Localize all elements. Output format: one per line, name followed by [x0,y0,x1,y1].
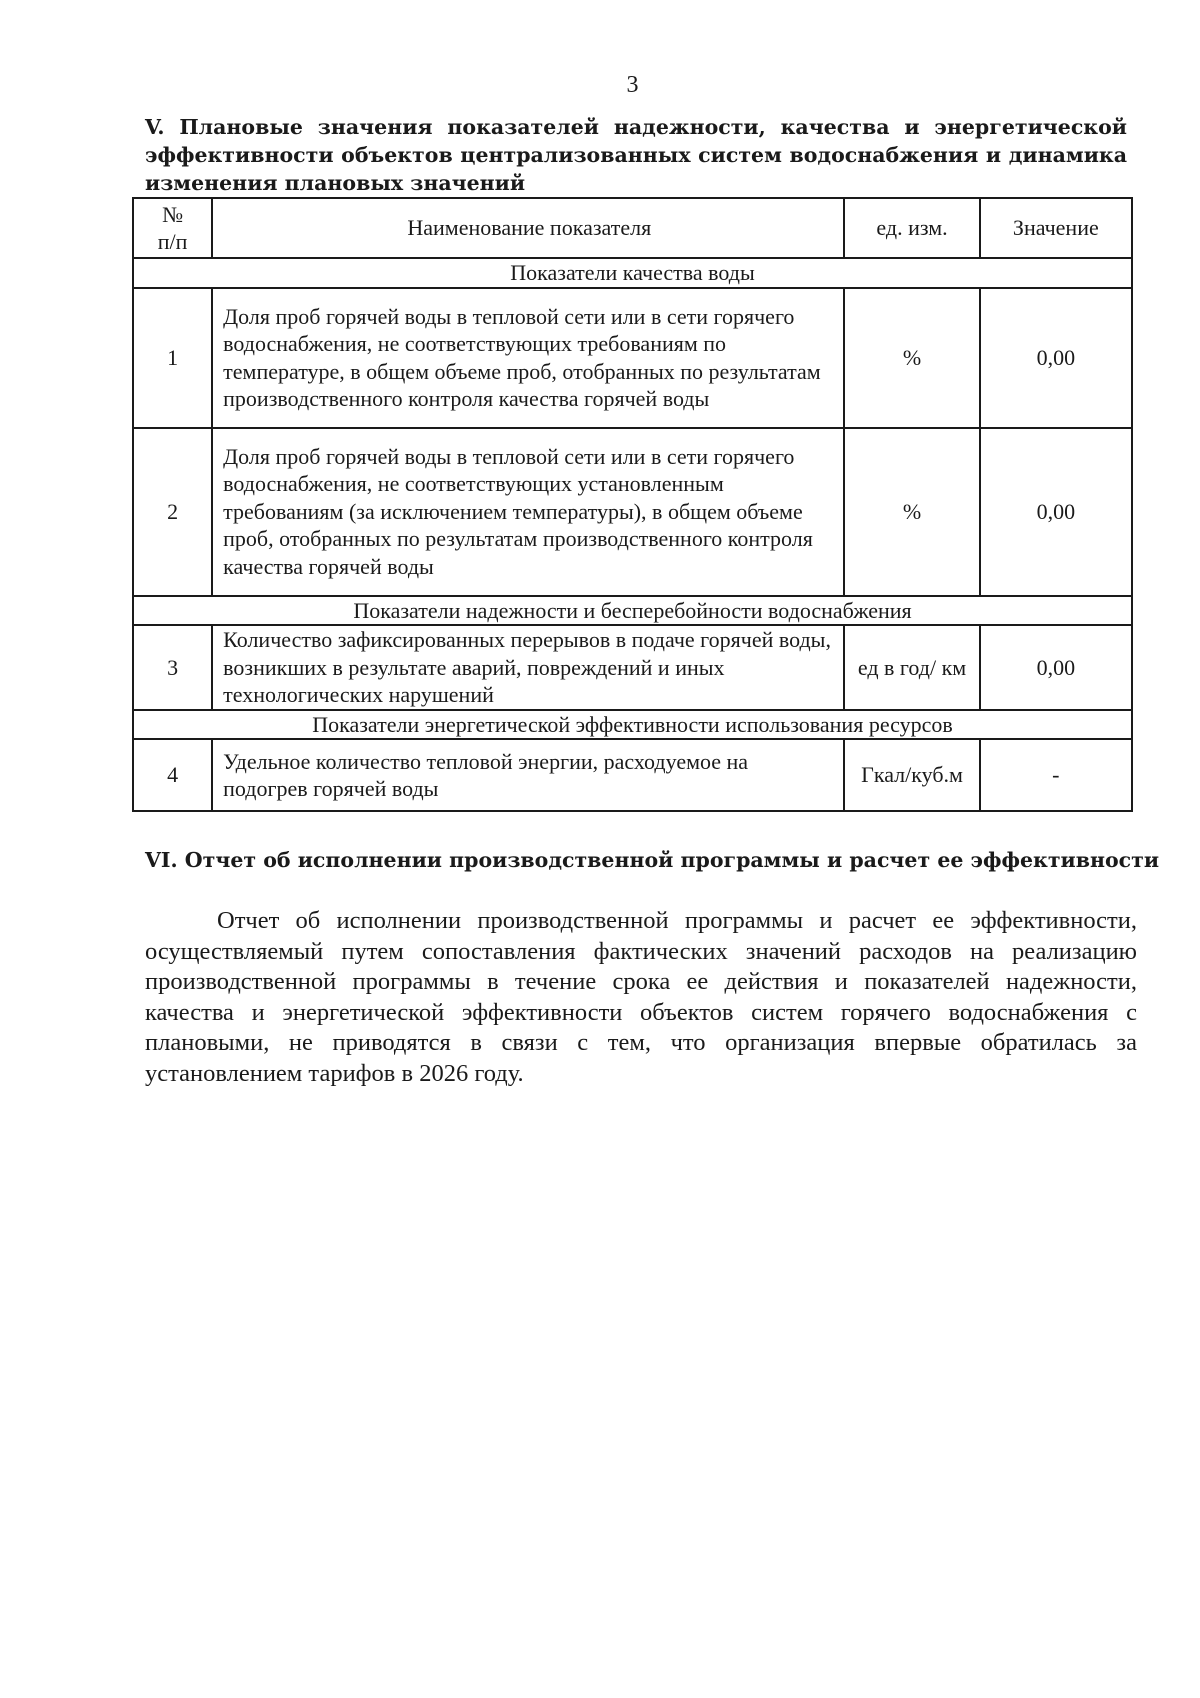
row-value: - [980,739,1132,811]
section-v-title: V. Плановые значения показателей надежности, качества и энергетической эффективности объектов централизованных систем водоснабжения и динамика изменения плановых значений [145,115,1127,195]
row-name: Доля проб горячей воды в тепловой сети или в сети горячего водоснабжения, не соответствующих требованиям по температуре, в общем объеме проб, отобранных по результатам производственного контроля качества горячей воды [212,288,844,428]
row-num: 1 [133,288,212,428]
row-unit: Гкал/куб.м [844,739,979,811]
header-unit: ед. изм. [844,198,979,258]
header-num: № п/п [133,198,212,258]
group-row-water-quality [133,258,1132,288]
row-value: 0,00 [980,288,1132,428]
page-number: 3 [626,72,639,98]
section-vi-title: VI. Отчет об исполнении производственной программы и расчет ее эффективности [145,848,1160,872]
header-value: Значение [980,198,1132,258]
table-header-row [133,198,1132,258]
row-name: Удельное количество тепловой энергии, расходуемое на подогрев горячей воды [212,739,844,811]
group-row-energy-efficiency [133,710,1132,740]
row-value: 0,00 [980,625,1132,710]
row-unit: ед в год/ км [844,625,979,710]
report-paragraph: Отчет об исполнении производственной программы и расчет ее эффективности, осуществляемый путем сопоставления фактических значений расходов на реализацию производственной программы в течение срока ее действия и показателей надежности, качества и энергетической эффективности объектов систем горячего водоснабжения с плановыми, не приводятся в связи с тем, что организация впервые обратилась за установлением тарифов в 2026 году. [145,907,1137,1087]
row-unit: % [844,288,979,428]
table-row [133,625,1132,710]
indicators-table [132,197,1133,812]
row-num: 4 [133,739,212,811]
row-unit: % [844,428,979,596]
row-name: Количество зафиксированных перерывов в подаче горячей воды, возникших в результате аварий, повреждений и иных технологических нарушений [212,625,844,710]
row-value: 0,00 [980,428,1132,596]
row-name: Доля проб горячей воды в тепловой сети или в сети горячего водоснабжения, не соответствующих установленным требованиям (за исключением температуры), в общем объеме проб, отобранных по результатам производственного контроля качества горячей воды [212,428,844,596]
table-row [133,428,1132,596]
header-name: Наименование показателя [212,198,844,258]
table-row [133,739,1132,811]
row-num: 3 [133,625,212,710]
group-title: Показатели качества воды [133,258,1132,288]
group-title: Показатели надежности и бесперебойности водоснабжения [133,596,1132,626]
table-row [133,288,1132,428]
group-row-reliability [133,596,1132,626]
row-num: 2 [133,428,212,596]
group-title: Показатели энергетической эффективности использования ресурсов [133,710,1132,740]
